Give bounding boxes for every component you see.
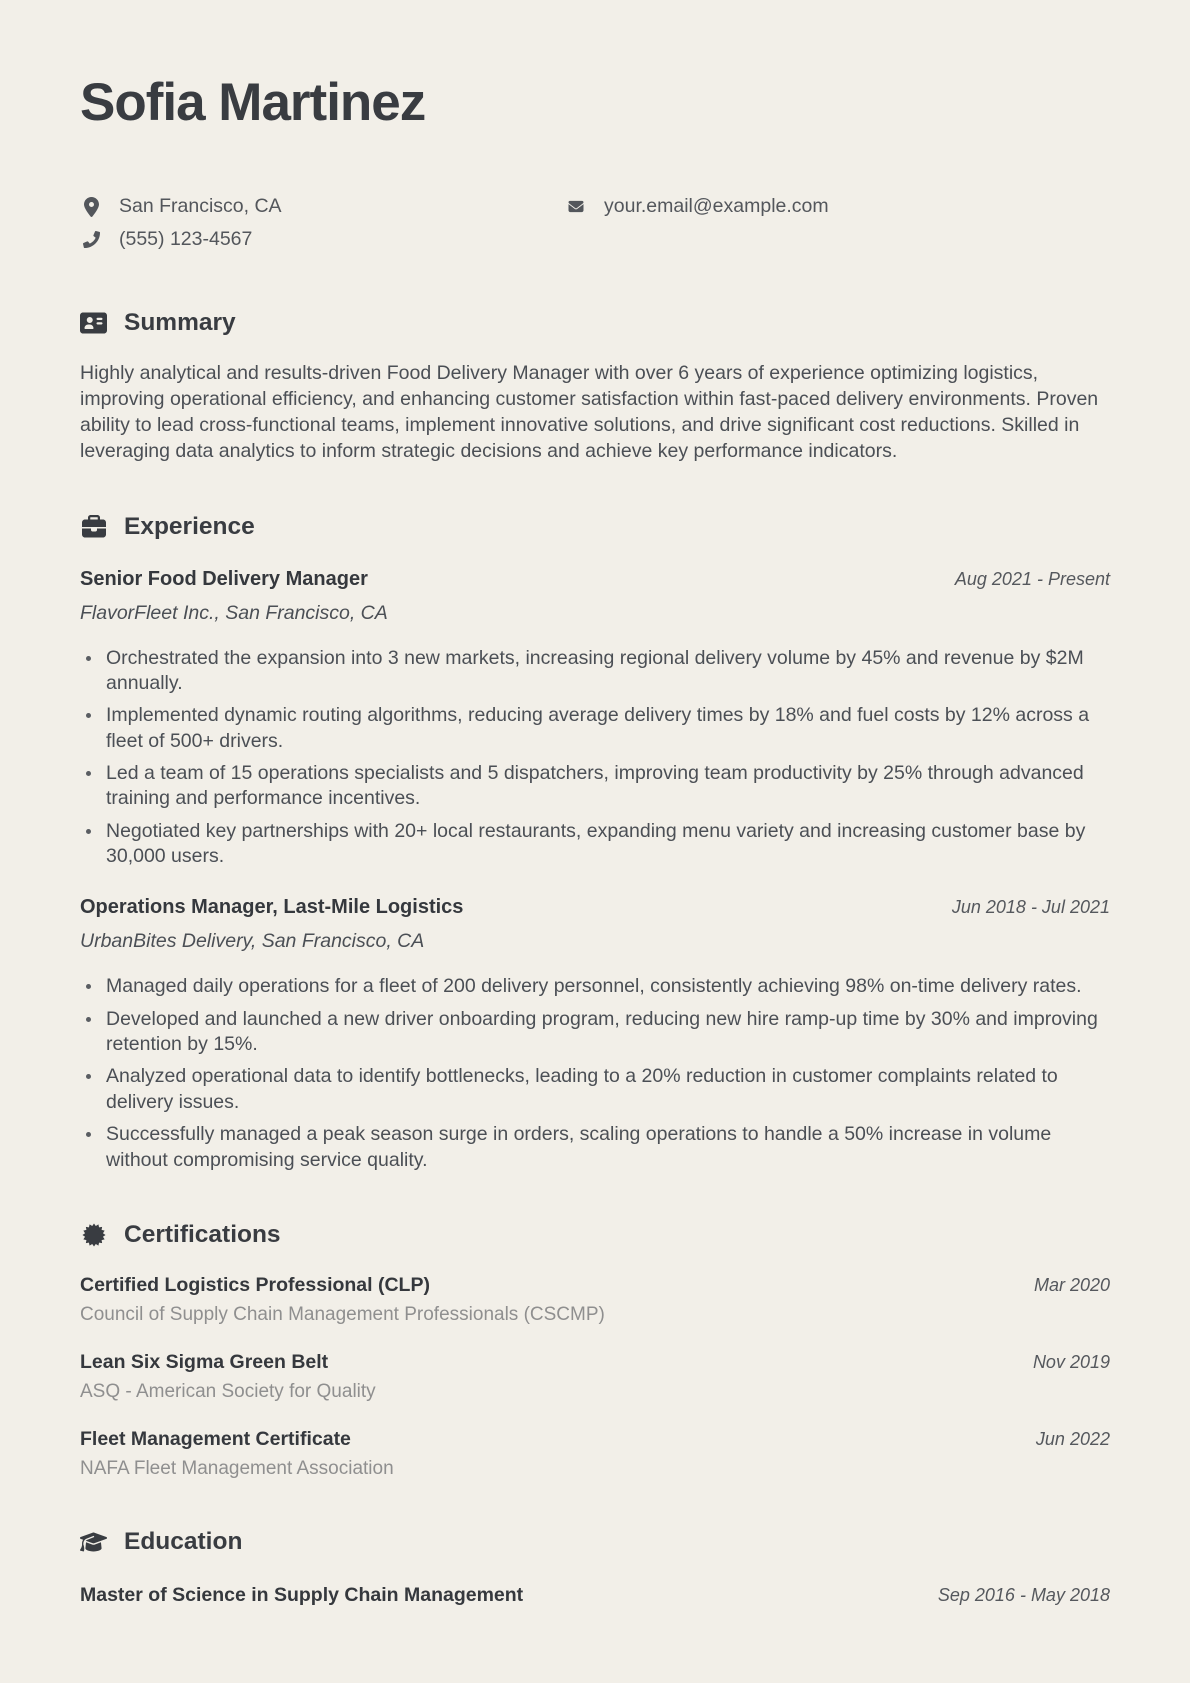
certification-title: Lean Six Sigma Green Belt <box>80 1350 329 1373</box>
education-dates: Sep 2016 - May 2018 <box>937 1584 1110 1605</box>
bullet-dot <box>86 771 91 776</box>
bullet-text: Analyzed operational data to identify bottlenecks, leading to a 20% reduction in customer complaints related to delivery issues. <box>106 1065 1058 1113</box>
experience-heading <box>80 513 1110 541</box>
briefcase-icon <box>80 515 107 539</box>
certification-date: Nov 2019 <box>1032 1351 1110 1372</box>
bullet-dot <box>86 656 91 661</box>
job-bullet <box>80 1007 1110 1058</box>
bullet-text: Negotiated key partnerships with 20+ local restaurants, expanding menu variety and increasing customer base by 30,000 users. <box>106 819 1086 868</box>
certification-entry <box>80 1428 1110 1480</box>
contact-location <box>80 195 565 218</box>
certifications-heading <box>80 1221 1110 1249</box>
contact-left-column <box>80 195 565 261</box>
certification-title: Fleet Management Certificate <box>80 1427 351 1450</box>
section-experience <box>80 513 1110 1173</box>
bullet-text: Led a team of 15 operations specialists and 5 dispatchers, improving team productivity by 25% through advanced training and performance incentives. <box>106 762 1084 810</box>
certification-issuer: NAFA Fleet Management Association <box>80 1457 394 1479</box>
job-dates: Aug 2021 - Present <box>954 568 1110 589</box>
job-bullet <box>80 974 1110 999</box>
bullet-dot <box>86 1132 91 1137</box>
summary-heading <box>80 309 1110 337</box>
job-bullet <box>80 819 1110 870</box>
certification-title-row <box>80 1351 1110 1374</box>
education-title-row <box>80 1584 1110 1607</box>
job-title-row <box>80 568 1110 591</box>
job-title-row <box>80 896 1110 919</box>
bullet-dot <box>86 713 91 718</box>
summary-paragraph: Highly analytical and results-driven Food Delivery Manager with over 6 years of experience optimizing logistics, improving operational efficiency, and enhancing customer satisfaction within fast-paced delivery environments. Proven ability to lead cross-functional teams, implement innovative solutions, and drive significant cost reductions. Skilled in leveraging data analytics to inform strategic decisions and achieve key performance indicators. <box>80 362 1099 462</box>
education-heading <box>80 1528 1110 1556</box>
bullet-text: Successfully managed a peak season surge in orders, scaling operations to handle a 50% increase in volume without compromising service quality. <box>106 1123 1052 1171</box>
experience-heading-label: Experience <box>124 512 255 540</box>
job-title: Operations Manager, Last-Mile Logistics <box>80 896 464 919</box>
certification-issuer: ASQ - American Society for Quality <box>80 1380 376 1402</box>
bullet-text: Orchestrated the expansion into 3 new markets, increasing regional delivery volume by 45% and revenue by $2M annually. <box>106 646 1084 695</box>
job-bullet <box>80 646 1110 697</box>
id-card-icon <box>80 311 107 335</box>
phone-icon <box>80 231 102 248</box>
bullet-dot <box>86 984 91 989</box>
job-bullet <box>80 1064 1110 1115</box>
certification-title-row <box>80 1274 1110 1297</box>
contact-email <box>565 195 1110 218</box>
graduation-cap-icon <box>80 1531 107 1553</box>
location-text: San Francisco, CA <box>119 195 282 217</box>
job-bullet <box>80 1122 1110 1173</box>
envelope-icon <box>565 199 587 214</box>
section-education <box>80 1528 1110 1607</box>
contact-block <box>80 195 1110 261</box>
certification-date: Mar 2020 <box>1033 1274 1110 1295</box>
summary-heading-label: Summary <box>124 309 236 336</box>
job-bullet-list <box>80 646 1110 870</box>
bullet-dot <box>86 1017 91 1022</box>
contact-phone <box>80 228 565 251</box>
certification-issuer: Council of Supply Chain Management Professionals (CSCMP) <box>80 1303 605 1325</box>
job-bullet <box>80 703 1110 754</box>
map-pin-icon <box>80 197 102 217</box>
education-heading-label: Education <box>124 1527 243 1555</box>
section-summary <box>80 309 1110 465</box>
certification-title: Certified Logistics Professional (CLP) <box>80 1273 430 1296</box>
job-title: Senior Food Delivery Manager <box>80 567 368 590</box>
certification-title-row <box>80 1428 1110 1451</box>
name-title: Sofia Martinez <box>80 73 426 132</box>
certification-entry <box>80 1274 1110 1326</box>
email-text: your.email@example.com <box>604 195 829 217</box>
bullet-text: Managed daily operations for a fleet of 200 delivery personnel, consistently achieving 98% on-time delivery rates. <box>106 975 1082 998</box>
phone-text: (555) 123-4567 <box>119 228 253 250</box>
job-dates: Jun 2018 - Jul 2021 <box>951 897 1110 918</box>
seal-icon <box>80 1223 107 1247</box>
job-bullet <box>80 761 1110 812</box>
education-degree: Master of Science in Supply Chain Management <box>80 1583 524 1606</box>
job-company: UrbanBites Delivery, San Francisco, CA <box>80 930 425 953</box>
bullet-dot <box>86 1074 91 1079</box>
bullet-text: Implemented dynamic routing algorithms, reducing average delivery times by 18% and fuel costs by 12% across a fleet of 500+ drivers. <box>106 704 1090 752</box>
bullet-dot <box>86 829 91 834</box>
contact-right-column <box>565 195 1110 261</box>
education-entry <box>80 1584 1110 1607</box>
job-entry <box>80 896 1110 1172</box>
job-company: FlavorFleet Inc., San Francisco, CA <box>80 601 388 624</box>
bullet-text: Developed and launched a new driver onboarding program, reducing new hire ramp-up time by 30% and improving retention by 15%. <box>106 1007 1098 1056</box>
certification-date: Jun 2022 <box>1035 1428 1110 1449</box>
certification-entry <box>80 1351 1110 1403</box>
section-certifications <box>80 1221 1110 1480</box>
job-entry <box>80 568 1110 870</box>
job-bullet-list <box>80 974 1110 1172</box>
certifications-heading-label: Certifications <box>124 1220 281 1248</box>
